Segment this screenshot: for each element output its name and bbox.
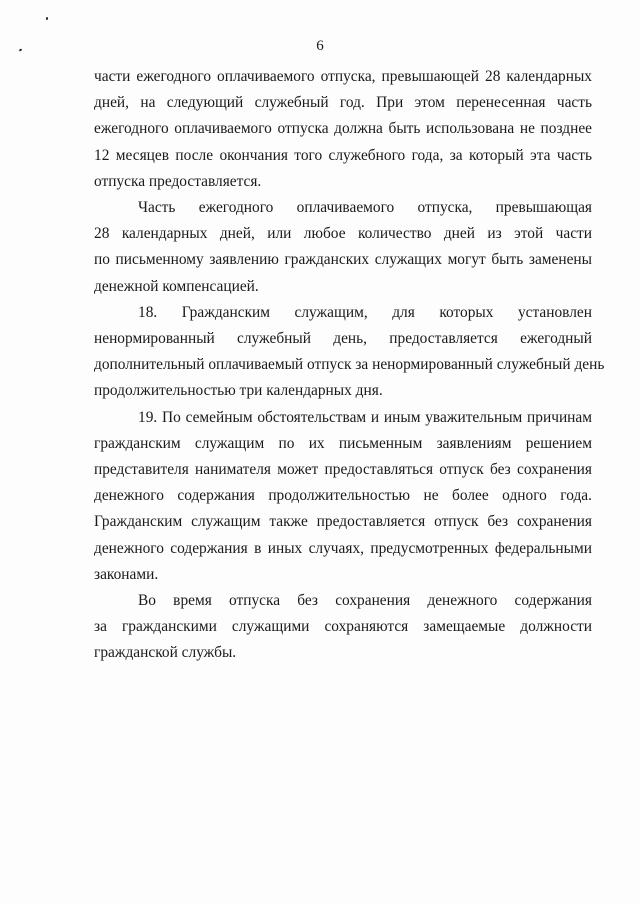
- text-line: 28 календарных дней, или любое количество дней из этой части: [94, 225, 592, 243]
- text-line: продолжительностью три календарных дня.: [94, 382, 383, 400]
- text-line: по письменному заявлению гражданских служащих могут быть заменены: [94, 251, 592, 269]
- text-line: Гражданским служащим также предоставляется отпуск без сохранения: [94, 513, 592, 531]
- text-line: представителя нанимателя может предоставляться отпуск без сохранения: [94, 461, 592, 479]
- text-line: 18. Гражданским служащим, для которых установлен: [138, 303, 592, 321]
- text-line: 12 месяцев после окончания того служебного года, за который эта часть: [94, 146, 592, 164]
- text-line: за гражданскими служащими сохраняются замещаемые должности: [94, 618, 592, 636]
- text-line: денежной компенсацией.: [94, 277, 259, 295]
- paragraph: [94, 300, 605, 405]
- text-line: части ежегодного оплачиваемого отпуска, превышающей 28 календарных: [94, 68, 592, 85]
- text-line: 19. По семейным обстоятельствам и иным уважительным причинам: [138, 408, 592, 426]
- paragraph: [94, 64, 592, 195]
- text-line: денежного содержания продолжительностью не более одного года.: [94, 487, 592, 505]
- text-line: Во время отпуска без сохранения денежного содержания: [138, 592, 592, 610]
- text-line: дней, на следующий служебный год. При этом перенесенная часть: [94, 94, 592, 112]
- document-body: [94, 64, 605, 667]
- text-line: законами.: [94, 565, 159, 583]
- text-line: ежегодного оплачиваемого отпуска должна быть использована не позднее: [94, 120, 592, 138]
- scan-speck: [46, 17, 48, 20]
- text-line: Часть ежегодного оплачиваемого отпуска, превышающая: [138, 199, 592, 217]
- text-line: отпуска предоставляется.: [94, 172, 262, 190]
- text-line: денежного содержания в иных случаях, предусмотренных федеральными: [94, 539, 592, 557]
- page-number: 6: [316, 38, 324, 54]
- paragraph: [94, 195, 592, 300]
- text-line: дополнительный оплачиваемый отпуск за ненормированный служебный день: [94, 356, 605, 374]
- text-line: гражданской службы.: [94, 644, 237, 662]
- paragraph: [94, 588, 592, 667]
- paragraph: [94, 405, 592, 588]
- text-line: гражданским служащим по их письменным заявлениям решением: [94, 434, 592, 452]
- text-line: ненормированный служебный день, предоставляется ежегодный: [94, 330, 592, 348]
